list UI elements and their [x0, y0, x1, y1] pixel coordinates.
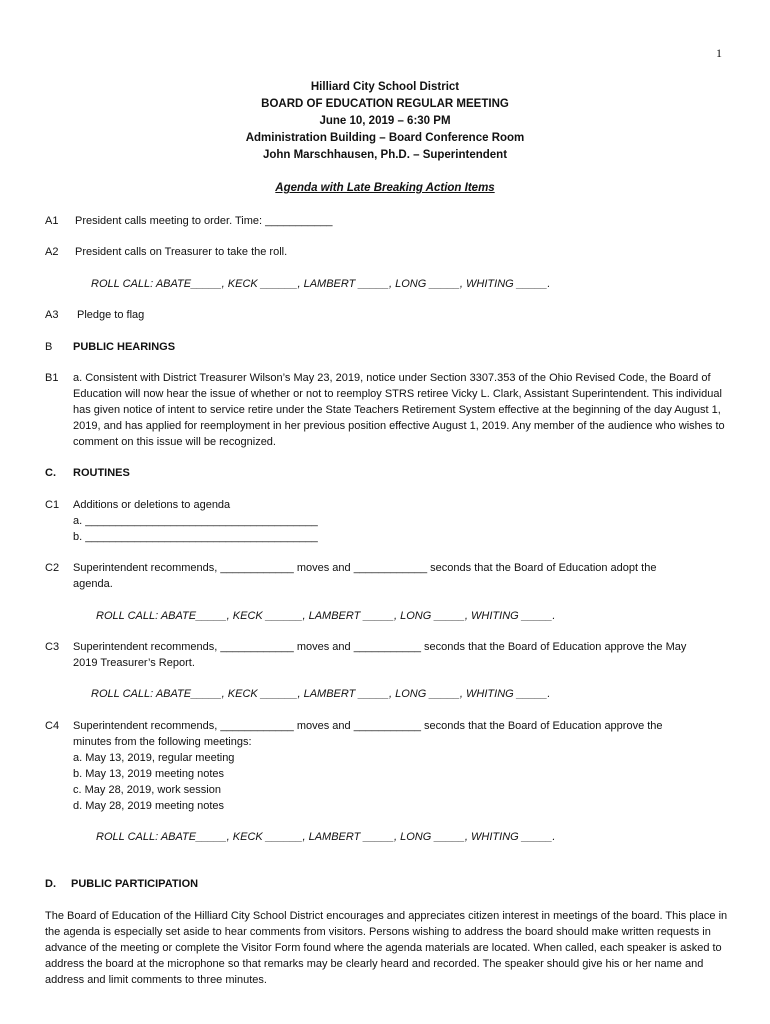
meeting-title: BOARD OF EDUCATION REGULAR MEETING: [261, 98, 509, 110]
item-label-a2: A2: [45, 246, 59, 258]
item-label-c3: C3: [45, 641, 60, 653]
roll-call-c2: ROLL CALL: ABATE_____, KECK ______, LAMBERT _____, LONG _____, WHITING _____.: [96, 610, 556, 622]
roll-call-a2: ROLL CALL: ABATE_____, KECK ______, LAMBERT _____, LONG _____, WHITING _____.: [91, 278, 551, 290]
item-c2-line1: Superintendent recommends, ____________ moves and ____________ seconds that the Board of Education adopt the: [73, 562, 657, 574]
roll-call-c4: ROLL CALL: ABATE_____, KECK ______, LAMBERT _____, LONG _____, WHITING _____.: [96, 831, 556, 843]
superintendent: John Marschhausen, Ph.D. – Superintendent: [262, 149, 508, 161]
item-c4-line1: Superintendent recommends, ____________ moves and ___________ seconds that the Board of Education approve the: [73, 720, 663, 732]
c4-meeting-c: c. May 28, 2019, work session: [73, 784, 221, 796]
section-label-c: C.: [45, 467, 56, 479]
item-a1-text: President calls meeting to order. Time: ___________: [75, 215, 333, 227]
item-label-b1: B1: [45, 372, 59, 384]
item-label-a3: A3: [45, 309, 59, 321]
c4-meeting-d: d. May 28, 2019 meeting notes: [73, 800, 225, 812]
item-c3-line2: 2019 Treasurer’s Report.: [73, 657, 195, 669]
item-a2-text: President calls on Treasurer to take the roll.: [75, 246, 288, 258]
item-c3-line1: Superintendent recommends, ____________ moves and ___________ seconds that the Board of Education approve the May: [73, 641, 687, 653]
c1-blank-a: a. ______________________________________: [73, 515, 318, 527]
roll-call-c3: ROLL CALL: ABATE_____, KECK ______, LAMBERT _____, LONG _____, WHITING _____.: [91, 688, 551, 700]
item-c4-line2: minutes from the following meetings:: [73, 736, 252, 748]
item-label-a1: A1: [45, 215, 59, 227]
item-c2-line2: agenda.: [73, 578, 113, 590]
meeting-date: June 10, 2019 – 6:30 PM: [319, 115, 451, 127]
meeting-location: Administration Building – Board Conference Room: [245, 132, 525, 144]
public-participation-text: The Board of Education of the Hilliard City School District encourages and appreciates citizen interest in meetings of the board. This place in the agenda is especially set aside to hear comments from visitors. Persons wishing to address the board should make written requests in advance of the meeting or complete the Visitor Form found where the agenda materials are located. When called, each speaker is asked to address the board at the microphone so that remarks may be clearly heard and recorded. The speaker should give his or her name and address and limit comments to three minutes.: [45, 910, 728, 986]
item-c1-text: Additions or deletions to agenda: [73, 499, 231, 511]
section-b-title: PUBLIC HEARINGS: [73, 341, 176, 353]
item-label-c4: C4: [45, 720, 60, 732]
document-header: [0, 79, 770, 164]
section-label-d: D.: [45, 878, 56, 890]
page-number: 1: [716, 46, 722, 60]
item-label-c1: C1: [45, 499, 60, 511]
agenda-subtitle: Agenda with Late Breaking Action Items: [275, 182, 495, 194]
district-name: Hilliard City School District: [310, 81, 460, 93]
section-c-title: ROUTINES: [73, 467, 130, 479]
c1-blank-b: b. ______________________________________: [73, 531, 318, 543]
c4-meeting-a: a. May 13, 2019, regular meeting: [73, 752, 235, 764]
item-a3-text: Pledge to flag: [77, 309, 145, 321]
item-label-c2: C2: [45, 562, 60, 574]
c4-meeting-b: b. May 13, 2019 meeting notes: [73, 768, 225, 780]
section-label-b: B: [45, 341, 53, 353]
section-d-title: PUBLIC PARTICIPATION: [71, 878, 199, 890]
item-b1-text: a. Consistent with District Treasurer Wilson’s May 23, 2019, notice under Section 3307.353 of the Ohio Revised Code, the Board of Education will now hear the issue of whether or not to reemploy STRS retiree Vicky L. Clark, Assistant Superintendent. This individual has given notice of intent to service retire under the State Teachers Retirement System effective at the beginning of the day August 1, 2019, and has applied for reemployment in her previous position effective August 1, 2019. Any member of the audience who wishes to comment on this issue will be recognized.: [73, 372, 725, 448]
